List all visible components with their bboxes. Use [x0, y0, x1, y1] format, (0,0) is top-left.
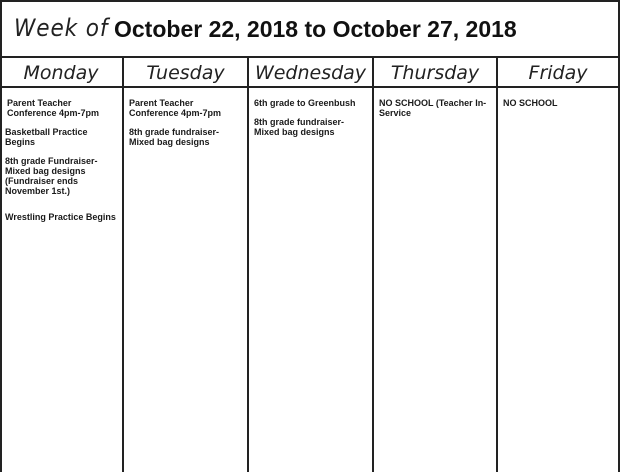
day-column-thursday: [374, 58, 498, 472]
event-item: 8th grade fundraiser- Mixed bag designs: [129, 127, 220, 147]
day-column-wednesday: [249, 58, 374, 472]
week-of-label: Week of: [14, 14, 109, 42]
day-header: Thursday: [374, 58, 496, 88]
day-column-monday: [0, 58, 124, 472]
event-item: NO SCHOOL (Teacher In-Service: [379, 98, 487, 118]
event-item: Parent Teacher Conference 4pm-7pm: [129, 98, 222, 118]
day-header: Tuesday: [124, 58, 247, 88]
event-item: 8th grade fundraiser- Mixed bag designs: [254, 117, 345, 137]
day-header: Wednesday: [249, 58, 372, 88]
day-column-friday: [498, 58, 620, 472]
event-item: Parent Teacher Conference 4pm-7pm: [7, 98, 100, 118]
event-item: 8th grade Fundraiser- Mixed bag designs (Fundraiser ends November 1st.): [5, 156, 98, 196]
day-header: Friday: [498, 58, 618, 88]
event-item: Wrestling Practice Begins: [5, 212, 116, 222]
event-item: Basketball Practice Begins: [5, 127, 88, 147]
day-column-tuesday: [124, 58, 249, 472]
event-item: NO SCHOOL: [503, 98, 558, 108]
event-item: 6th grade to Greenbush: [254, 98, 356, 108]
day-header: Monday: [0, 58, 122, 88]
date-range-title: October 22, 2018 to October 27, 2018: [114, 16, 517, 42]
title-row: [0, 0, 620, 58]
